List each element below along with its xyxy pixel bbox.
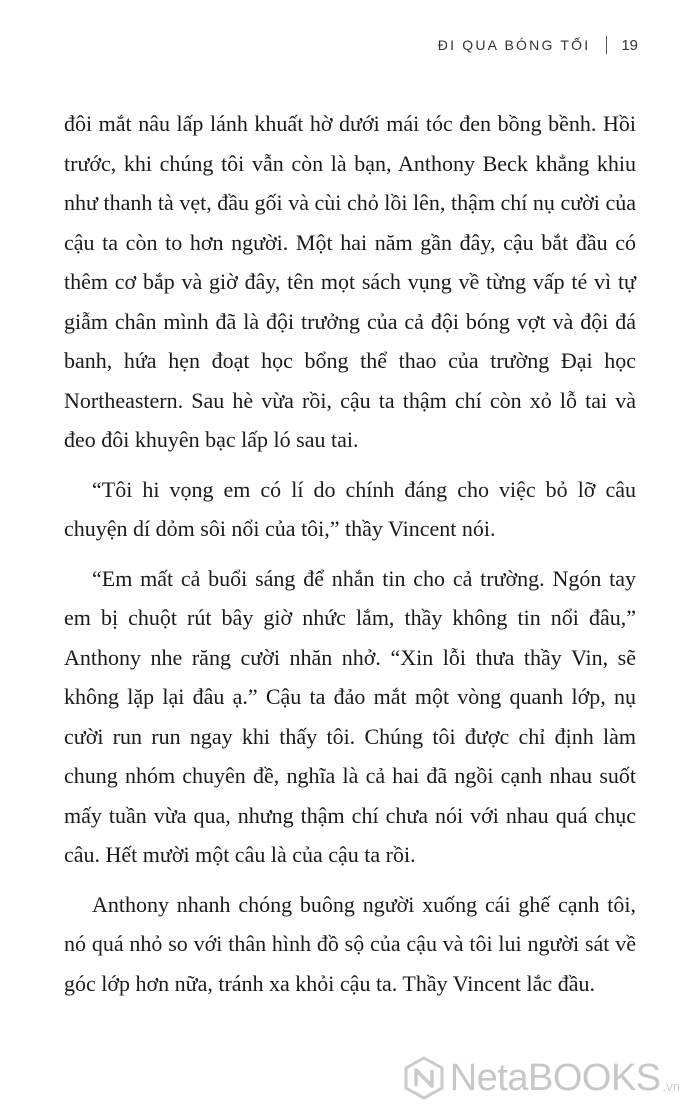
watermark-suffix: .vn bbox=[662, 1079, 680, 1094]
watermark bbox=[402, 1056, 680, 1100]
netabooks-logo-icon bbox=[402, 1056, 446, 1100]
header-divider bbox=[606, 36, 607, 54]
watermark-brand: NetaBOOKS bbox=[449, 1056, 661, 1099]
running-title: ĐI QUA BÓNG TỐI bbox=[437, 37, 591, 53]
paragraph: “Tôi hi vọng em có lí do chính đáng cho việc bỏ lỡ câu chuyện dí dỏm sôi nổi của tôi,” thầy Vincent nói. bbox=[64, 476, 636, 541]
page-number: 19 bbox=[621, 36, 638, 54]
body-text bbox=[64, 104, 636, 1003]
paragraph: Anthony nhanh chóng buông người xuống cái ghế cạnh tôi, nó quá nhỏ so với thân hình đồ sộ của cậu và tôi lui người sát về góc lớp hơn nữa, tránh xa khỏi cậu ta. Thầy Vincent lắc đầu. bbox=[64, 891, 636, 996]
paragraph: đôi mắt nâu lấp lánh khuất hờ dưới mái tóc đen bồng bềnh. Hồi trước, khi chúng tôi vẫn còn là bạn, Anthony Beck khẳng khiu như thanh tà vẹt, đầu gối và cùi chỏ lồi lên, thậm chí nụ cười của cậu ta còn to hơn người. Một hai năm gần đây, cậu bắt đầu có thêm cơ bắp và giờ đây, tên mọt sách vụng về từng vấp té vì tự giẫm chân mình đã là đội trưởng của cả đội bóng vợt và đội đá banh, hứa hẹn đoạt học bổng thể thao của trường Đại học Northeastern. Sau hè vừa rồi, cậu ta thậm chí còn xỏ lỗ tai và đeo đôi khuyên bạc lấp ló sau tai. bbox=[64, 111, 636, 452]
paragraph: “Em mất cả buổi sáng để nhắn tin cho cả trường. Ngón tay em bị chuột rút bây giờ nhức lắm, thầy không tin nổi đâu,” Anthony nhe răng cười nhăn nhở. “Xin lỗi thưa thầy Vin, sẽ không lặp lại đâu ạ.” Cậu ta đảo mắt một vòng quanh lớp, nụ cười run run ngay khi thấy tôi. Chúng tôi được chỉ định làm chung nhóm chuyên đề, nghĩa là cả hai đã ngồi cạnh nhau suốt mấy tuần vừa qua, nhưng thậm chí chưa nói với nhau quá chục câu. Hết mười một câu là của cậu ta rồi. bbox=[64, 565, 636, 867]
running-head bbox=[438, 36, 638, 54]
